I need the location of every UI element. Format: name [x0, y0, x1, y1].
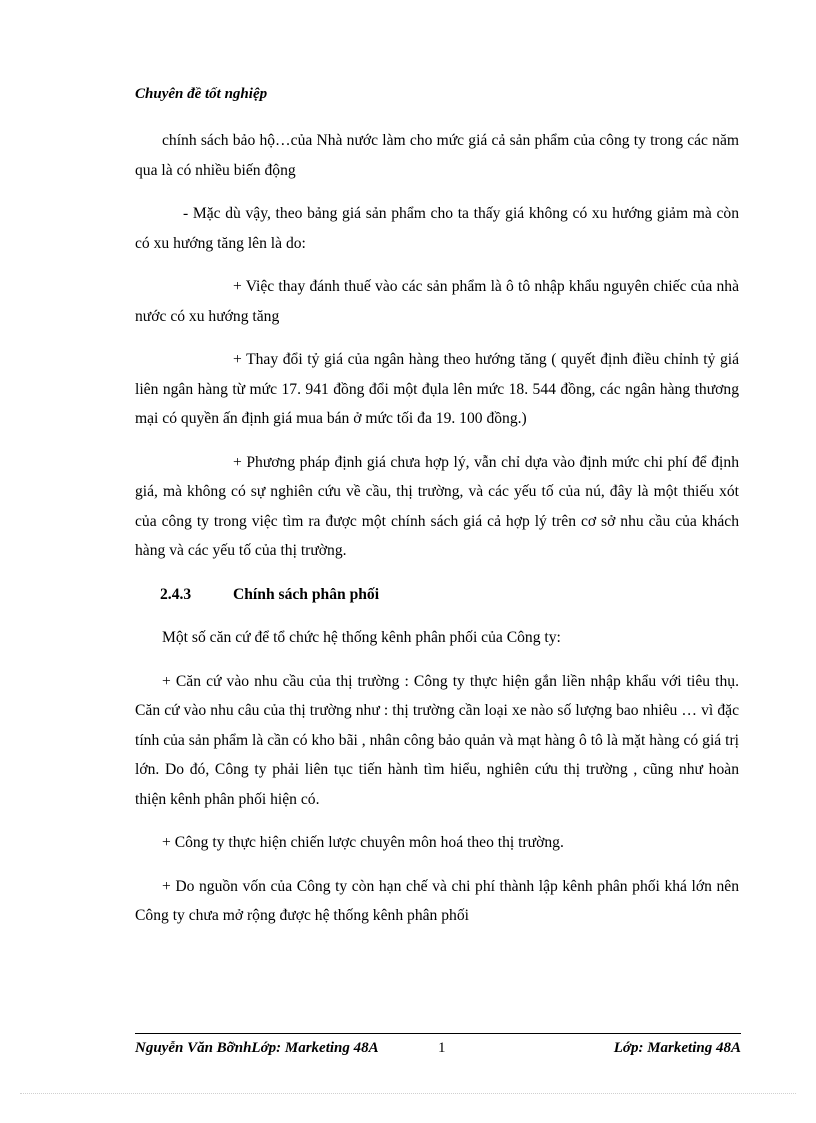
paragraph-price-volatility: chính sách bảo hộ…của Nhà nước làm cho mức giá cả sản phẩm của công ty trong các năm qua là có nhiều biến động: [135, 132, 739, 179]
paragraph-specialization: + Công ty thực hiện chiến lược chuyên môn hoá theo thị trường.: [162, 834, 564, 851]
page-boundary: [20, 1093, 796, 1094]
section-title: Chính sách phân phối: [233, 585, 380, 603]
footer-class: Lớp: Marketing 48A: [613, 1040, 741, 1056]
paragraph-market-demand: + Căn cứ vào nhu cầu của thị trường : Công ty thực hiện gắn liền nhập khẩu với tiêu thụ. Căn cứ vào nhu câu của thị trường như : thị trường cần loại xe nào số lượng bao nhiêu … vì đặc tính của sản phẩm là cần có kho bãi , nhân công bảo quản và mạt hàng ô tô là mặt hàng có giá trị lớn. Do đó, Công ty phải liên tục tiến hành tìm hiểu, nghiên cứu thị trường , cũng như hoàn thiện kênh phân phối hiện có.: [135, 672, 739, 808]
paragraph-distribution-intro: Một số căn cứ để tổ chức hệ thống kênh phân phối của Công ty:: [162, 629, 561, 646]
document-header-title: Chuyên đề tốt nghiệp: [135, 86, 268, 102]
section-number: 2.4.3: [160, 585, 192, 603]
paragraph-price-trend: - Mặc dù vậy, theo bảng giá sản phẩm cho ta thấy giá không có xu hướng giảm mà còn có xu hướng tăng lên là do:: [135, 205, 739, 252]
footer-author: Nguyễn Văn BỡnhLớp: Marketing 48A: [135, 1040, 379, 1056]
paragraph-capital-limits: + Do nguồn vốn của Công ty còn hạn chế và chi phí thành lập kênh phân phối khá lớn nên Công ty chưa mở rộng được hệ thống kênh phân phối: [135, 877, 739, 924]
document-body: [135, 126, 739, 945]
paragraph-pricing-method: + Phương pháp định giá chưa hợp lý, vẫn chỉ dựa vào định mức chi phí để định giá, mà không có sự nghiên cứu về cầu, thị trường, và các yếu tố của nú, đây là một thiếu xót của công ty trong việc tìm ra được một chính sách giá cả hợp lý trên cơ sở nhu cầu của khách hàng và các yếu tố của thị trường.: [135, 453, 739, 559]
footer-divider: [135, 1033, 741, 1034]
footer-page-number: 1: [438, 1040, 446, 1056]
section-heading: [135, 580, 739, 610]
paragraph-exchange-rate: + Thay đổi tỷ giá của ngân hàng theo hướng tăng ( quyết định điều chỉnh tỷ giá liên ngân hàng từ mức 17. 941 đồng đổi một đụla lên mức 18. 544 đồng, các ngân hàng thương mại có quyền ấn định giá mua bán ở mức tối đa 19. 100 đồng.): [135, 351, 739, 427]
paragraph-tax-change: + Việc thay đánh thuế vào các sản phẩm là ô tô nhập khẩu nguyên chiếc của nhà nước có xu hướng tăng: [135, 278, 739, 325]
